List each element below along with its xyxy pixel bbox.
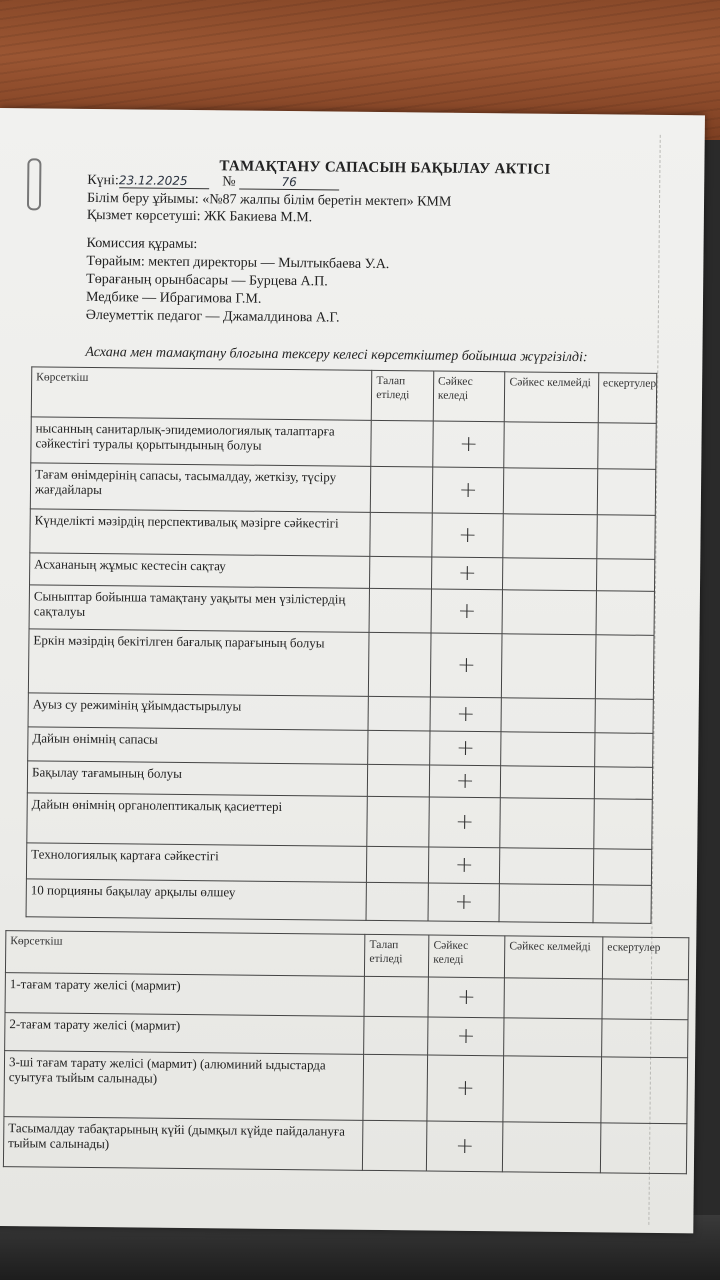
noncompliant-cell (504, 468, 598, 515)
check-mark: + (432, 513, 504, 558)
table-row (28, 629, 654, 700)
required-cell (366, 882, 428, 921)
table-row (26, 879, 651, 924)
notes-cell (597, 469, 656, 516)
notes-cell (601, 1057, 688, 1124)
table-header-row (31, 367, 656, 424)
noncompliant-cell (502, 590, 596, 635)
header-required: Талап етіледі (371, 370, 433, 421)
notes-cell (596, 559, 655, 592)
commission-member: Әлеуметтік педагог — Джамалдинова А.Г. (85, 307, 340, 326)
required-cell (371, 466, 433, 513)
indicator-cell: Дайын өнімнің сапасы (28, 727, 369, 765)
check-mark: + (428, 847, 500, 884)
document-title: ТАМАҚТАНУ САПАСЫН БАҚЫЛАУ АКТІСІ (219, 158, 551, 178)
check-mark: + (427, 1055, 504, 1122)
header-noncompliant: Сәйкес келмейді (505, 936, 603, 979)
required-cell (363, 1054, 428, 1121)
commission-title: Комиссия құрамы: (86, 235, 198, 253)
check-mark: + (429, 765, 501, 798)
noncompliant-cell (503, 558, 597, 591)
notes-cell (593, 885, 652, 924)
indicator-cell: Тағам өнімдерінің сапасы, тасымалдау, жеткізу, түсіру жағдайлары (30, 463, 371, 513)
header-indicator: Көрсеткіш (5, 931, 365, 977)
notes-cell (595, 699, 654, 734)
noncompliant-cell (502, 634, 596, 699)
check-mark: + (432, 467, 504, 514)
notes-cell (593, 849, 652, 886)
noncompliant-cell (500, 848, 594, 885)
indicator-cell: Тасымалдау табақтарының күйі (дымқыл күйде пайдалануға тыйым салынады) (3, 1117, 363, 1171)
required-cell (369, 588, 431, 633)
commission-member: Төрағаның орынбасары — Бурцева А.П. (86, 271, 328, 290)
required-cell (371, 420, 433, 467)
paper-clip-icon (27, 158, 42, 210)
notes-cell (594, 767, 653, 800)
indicator-cell: Ауыз су режимінің ұйымдастырылуы (28, 693, 369, 731)
required-cell (368, 764, 430, 797)
check-mark: + (428, 883, 500, 922)
notes-cell (594, 733, 653, 768)
noncompliant-cell (499, 884, 593, 923)
check-mark: + (427, 1121, 503, 1172)
required-cell (363, 1120, 427, 1171)
check-mark: + (430, 731, 502, 766)
required-cell (367, 796, 429, 847)
noncompliant-cell (501, 732, 595, 767)
notes-cell (597, 515, 656, 560)
indicator-cell: Еркін мәзірдің бекітілген бағалық парағының болуы (28, 629, 369, 697)
check-mark: + (431, 557, 503, 590)
indicator-cell: 10 порцияны бақылау арқылы өлшеу (26, 879, 367, 921)
header-noncompliant: Сәйкес келмейді (505, 372, 599, 423)
date-line (87, 173, 339, 192)
noncompliant-cell (501, 698, 595, 733)
table-row (27, 793, 652, 850)
notes-cell (600, 1123, 687, 1174)
table-row (29, 585, 654, 636)
required-cell (370, 556, 432, 589)
notes-cell (594, 799, 653, 850)
header-indicator: Көрсеткіш (31, 367, 372, 421)
table-row (30, 509, 655, 560)
indicator-cell: Асхананың жұмыс кестесін сақтау (30, 553, 371, 589)
check-mark: + (430, 697, 502, 732)
date-value: 23.12.2025 (119, 173, 209, 189)
header-compliant: Сәйкес келеді (429, 935, 505, 978)
noncompliant-cell (501, 766, 595, 799)
noncompliant-cell (500, 798, 594, 849)
commission-member: Төрайым: мектеп директоры — Мылтыкбаева У.А. (86, 253, 390, 273)
indicator-cell: Дайын өнімнің органолептикалық қасиеттері (27, 793, 368, 847)
notes-cell (602, 1019, 688, 1058)
number-value: 76 (239, 175, 339, 191)
notes-cell (596, 591, 655, 636)
notes-cell (602, 979, 688, 1020)
check-mark: + (428, 977, 504, 1018)
required-cell (368, 696, 430, 731)
table-row (5, 973, 688, 1020)
inspection-table-2 (3, 930, 689, 1174)
check-mark: + (428, 1017, 504, 1056)
noncompliant-cell (503, 514, 597, 559)
document-sheet (0, 108, 705, 1233)
inspection-table-1 (26, 366, 658, 924)
inspection-intro: Асхана мен тамақтану блогына тексеру келесі көрсеткіштер бойынша жүргізілді: (85, 344, 588, 366)
indicator-cell: Бақылау тағамының болуы (27, 761, 368, 797)
check-mark: + (433, 421, 505, 468)
provider-line: Қызмет көрсетуші: ЖК Бакиева М.М. (86, 207, 313, 226)
required-cell (367, 846, 429, 883)
header-required: Талап етіледі (365, 934, 429, 977)
notes-cell (595, 635, 654, 700)
required-cell (370, 512, 432, 557)
required-cell (364, 976, 428, 1017)
noncompliant-cell (503, 1122, 601, 1173)
header-compliant: Сәйкес келеді (433, 371, 505, 422)
table-header-row (5, 931, 688, 980)
check-mark: + (430, 633, 502, 698)
header-notes: ескертулер (602, 937, 688, 980)
date-label: Күні: (87, 172, 119, 189)
indicator-cell: Технологиялық картаға сәйкестігі (26, 843, 367, 883)
noncompliant-cell (504, 422, 598, 469)
table-row (30, 463, 655, 516)
check-mark: + (431, 589, 503, 634)
indicator-cell: 3-ші тағам тарату желісі (мармит) (алюминий ыдыстарда суытуға тыйым салынады) (4, 1051, 364, 1121)
indicator-cell: Күнделікті мәзірдің перспективалық мәзірге сәйкестігі (30, 509, 371, 557)
table-row (4, 1051, 688, 1124)
commission-member: Медбике — Ибрагимова Г.М. (85, 289, 262, 307)
notes-cell (598, 423, 657, 470)
table-row (3, 1117, 686, 1174)
noncompliant-cell (504, 978, 602, 1019)
required-cell (369, 632, 431, 697)
indicator-cell: 2-тағам тарату желісі (мармит) (5, 1013, 365, 1055)
organization-line: Білім беру ұйымы: «№87 жалпы білім беретін мектеп» КММ (86, 190, 452, 210)
required-cell (368, 730, 430, 765)
indicator-cell: 1-тағам тарату желісі (мармит) (5, 973, 365, 1017)
indicator-cell: нысанның санитарлық-эпидемиологиялық талаптарға сәйкестігі туралы қорытындының болуы (31, 417, 372, 467)
table-row (31, 417, 656, 470)
number-label: № (222, 174, 236, 190)
required-cell (364, 1016, 428, 1055)
noncompliant-cell (503, 1056, 602, 1123)
indicator-cell: Сыныптар бойынша тамақтану уақыты мен үзілістердің сақталуы (29, 585, 370, 633)
header-notes: ескертулер (598, 373, 657, 424)
noncompliant-cell (504, 1018, 602, 1057)
check-mark: + (429, 797, 501, 848)
